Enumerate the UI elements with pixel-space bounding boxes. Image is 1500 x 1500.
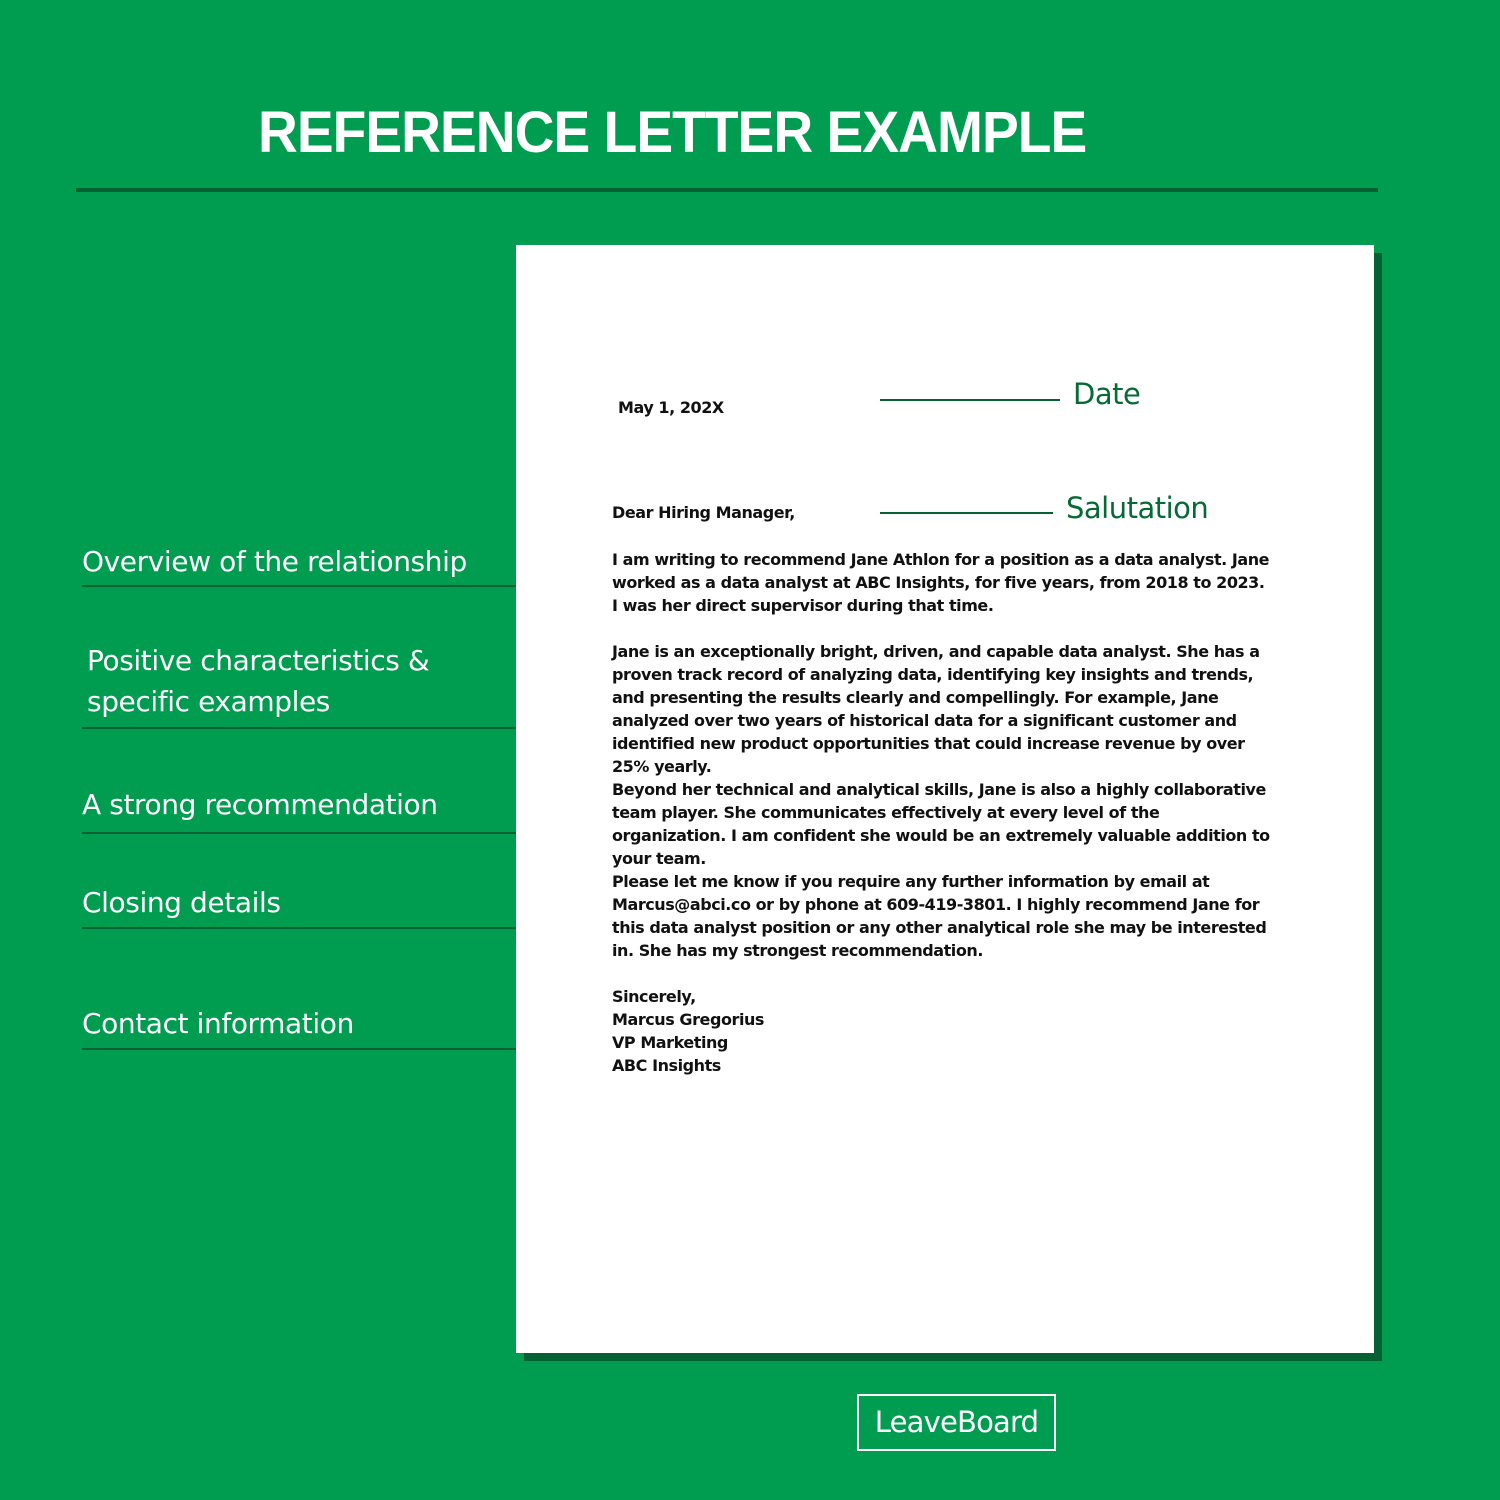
signer-name: Marcus Gregorius: [612, 1010, 764, 1029]
letter-paragraph-closing: Please let me know if you require any further information by email at Marcus@abci.co or by phone at 609-419-3801. I highly recommend Jane for this data analyst position or any other analytical role she may be interested in. She has my strongest recommendation.: [612, 872, 1267, 960]
date-callout-line: [880, 399, 1060, 401]
closing-text: Sincerely,: [612, 987, 696, 1006]
side-label-closing: Closing details: [82, 886, 281, 919]
letter-paragraph-recommendation: Beyond her technical and analytical skills, Jane is also a highly collaborative team player. She communicates effectively at every level of the organization. I am confident she would be an extremely valuable addition to your team.: [612, 780, 1270, 868]
side-rule-closing: [82, 927, 516, 929]
side-rule-characteristics: [82, 727, 516, 729]
letter-paragraph-characteristics: Jane is an exceptionally bright, driven, and capable data analyst. She has a proven track record of analyzing data, identifying key insights and trends, and presenting the results clearly and compellingly. For example, Jane analyzed over two years of historical data for a significant customer and identified new product opportunities that could increase revenue by over 25% yearly.: [612, 642, 1260, 776]
side-rule-recommendation: [82, 832, 516, 834]
salutation-callout-line: [880, 512, 1053, 514]
signature-block: [612, 985, 764, 1077]
side-label-characteristics: Positive characteristics & specific examples: [87, 644, 430, 718]
side-label-contact: Contact information: [82, 1007, 354, 1040]
letter-salutation: Dear Hiring Manager,: [612, 503, 795, 522]
date-callout-label: Date: [1073, 377, 1141, 411]
title-divider: [76, 188, 1378, 192]
letter-date: May 1, 202X: [618, 398, 724, 417]
side-label-overview: Overview of the relationship: [82, 545, 467, 578]
signer-company: ABC Insights: [612, 1056, 721, 1075]
letter-paragraph-relationship: I am writing to recommend Jane Athlon for a position as a data analyst. Jane worked as a data analyst at ABC Insights, for five years, from 2018 to 2023. I was her direct supervisor during that time.: [612, 550, 1270, 615]
side-rule-contact: [82, 1048, 516, 1050]
salutation-callout-label: Salutation: [1066, 491, 1209, 525]
page-title: REFERENCE LETTER EXAMPLE: [258, 100, 1087, 165]
side-label-recommendation: A strong recommendation: [82, 788, 438, 821]
side-rule-overview: [82, 585, 516, 587]
signer-title: VP Marketing: [612, 1033, 728, 1052]
leaveboard-logo: LeaveBoard: [857, 1394, 1056, 1451]
